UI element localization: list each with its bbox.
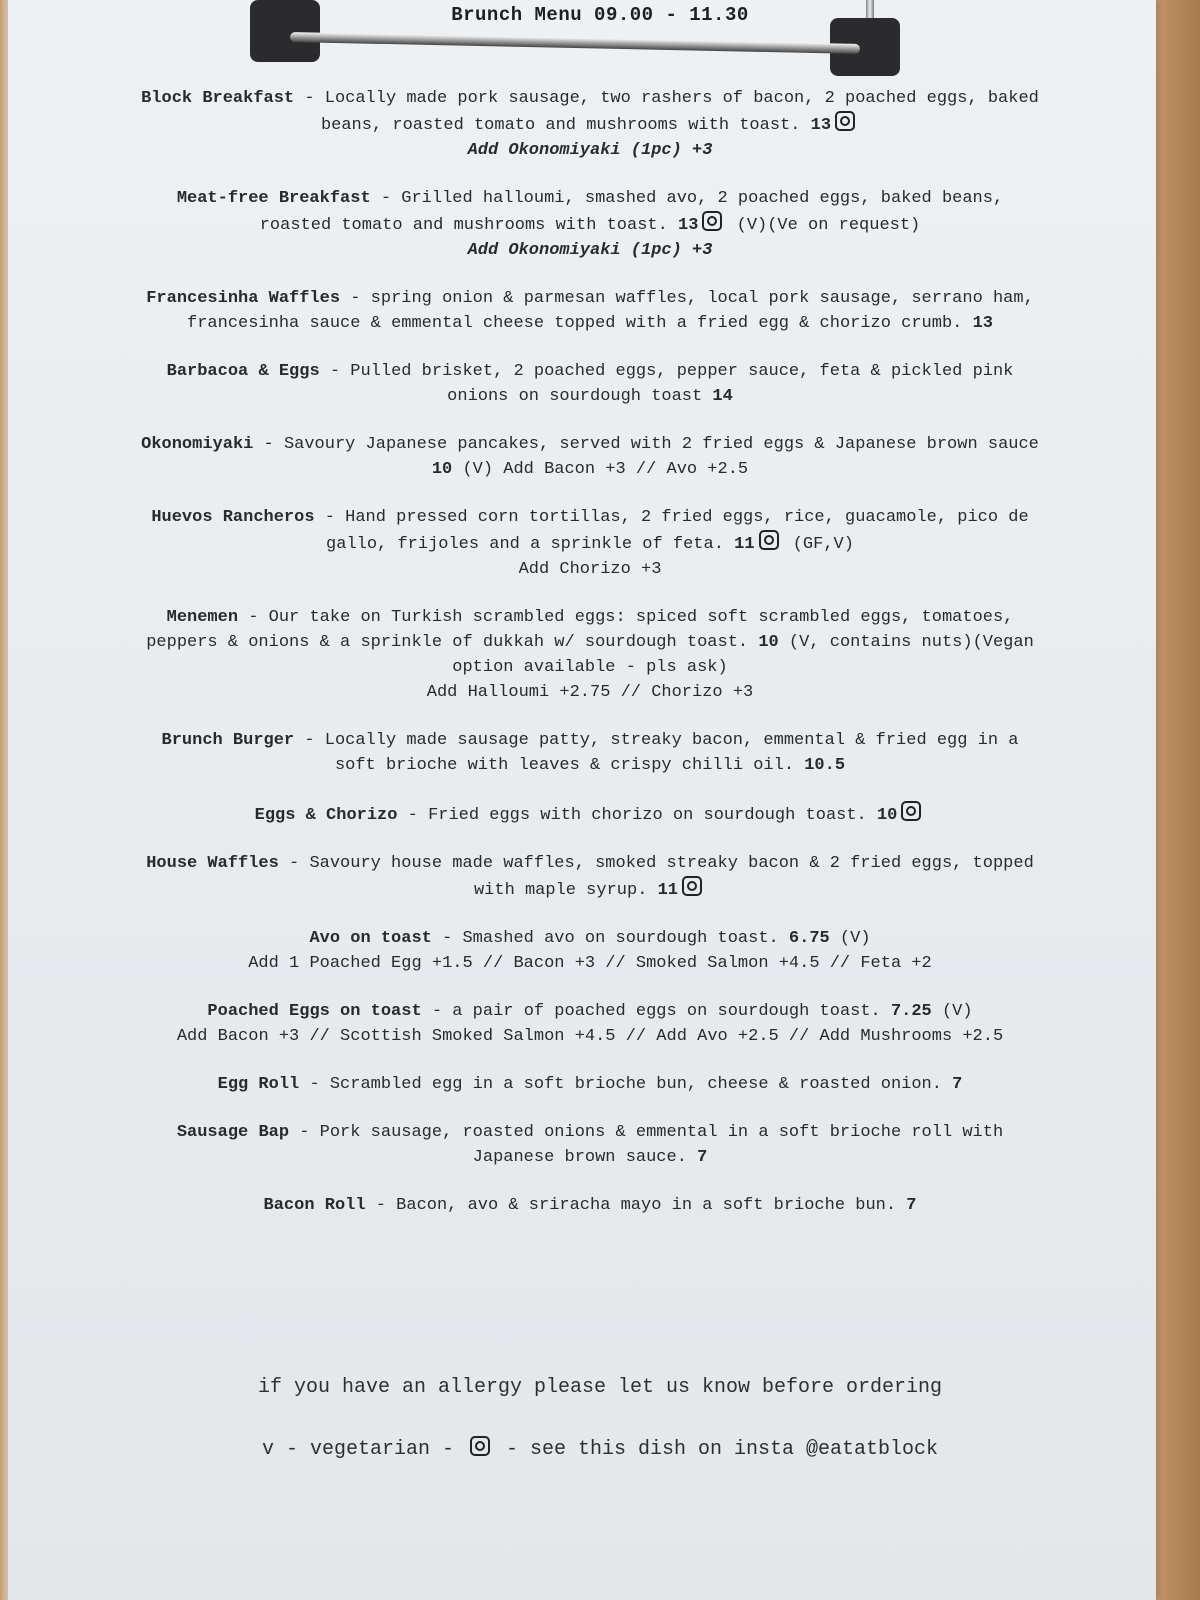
item-price: 10 xyxy=(876,806,898,825)
menu-item xyxy=(140,286,1040,336)
item-desc: - a pair of poached eggs on sourdough toast. xyxy=(421,1002,891,1021)
item-price: 13 xyxy=(972,314,993,333)
item-name: Egg Roll xyxy=(217,1075,300,1094)
item-name: Francesinha Waffles xyxy=(146,289,341,308)
item-notes: (V)(Ve on request) xyxy=(726,216,921,235)
item-notes: (V, contains nuts)(Vegan option available - pls ask) xyxy=(452,633,1034,677)
menu-item xyxy=(140,728,1040,778)
item-price: 13 xyxy=(810,116,832,135)
item-name: Okonomiyaki xyxy=(141,435,254,454)
menu-item xyxy=(140,1193,1040,1218)
item-notes: (V) Add Bacon +3 // Avo +2.5 xyxy=(452,460,749,479)
item-name: Bacon Roll xyxy=(263,1196,366,1215)
menu-item xyxy=(140,999,1040,1049)
item-price: 10.5 xyxy=(804,756,846,775)
item-desc: - Fried eggs with chorizo on sourdough toast. xyxy=(397,806,877,825)
item-desc: - Our take on Turkish scrambled eggs: spiced soft scrambled eggs, tomatoes, peppers & onions & a sprinkle of dukkah w/ sourdough toast. xyxy=(146,608,1014,652)
item-desc: - Savoury house made waffles, smoked streaky bacon & 2 fried eggs, topped with maple syrup. xyxy=(278,854,1034,900)
menu-item xyxy=(140,926,1040,976)
menu-item xyxy=(140,359,1040,409)
instagram-icon xyxy=(901,801,921,821)
item-desc: - Pork sausage, roasted onions & emmental in a soft brioche roll with Japanese brown sauce. xyxy=(289,1123,1004,1167)
instagram-icon xyxy=(702,211,722,231)
item-price: 7 xyxy=(697,1148,708,1167)
item-name: Poached Eggs on toast xyxy=(207,1002,422,1021)
menu-item xyxy=(140,86,1040,163)
legend-vegetarian: v - vegetarian - xyxy=(261,1438,466,1461)
instagram-icon xyxy=(470,1436,490,1456)
menu-item xyxy=(140,186,1040,263)
item-price: 14 xyxy=(712,387,733,406)
legend-instagram: - see this dish on insta @eatatblock xyxy=(493,1438,939,1461)
item-price: 10 xyxy=(758,633,779,652)
menu-item xyxy=(140,1120,1040,1170)
legend xyxy=(0,1436,1200,1461)
item-notes: (V) xyxy=(829,929,871,948)
item-name: Block Breakfast xyxy=(141,89,295,108)
menu-item xyxy=(140,801,1040,828)
item-price: 7.25 xyxy=(890,1002,932,1021)
item-price: 13 xyxy=(678,216,699,235)
item-desc: - Locally made pork sausage, two rashers of bacon, 2 poached eggs, baked beans, roasted tomato and mushrooms with toast. xyxy=(294,89,1039,135)
item-price: 10 xyxy=(431,460,453,479)
item-desc: - Bacon, avo & sriracha mayo in a soft brioche bun. xyxy=(365,1196,907,1215)
menu-items xyxy=(140,86,1040,1241)
item-price: 11 xyxy=(657,881,679,900)
item-desc: - Smashed avo on sourdough toast. xyxy=(431,929,789,948)
item-addon: Add Okonomiyaki (1pc) +3 xyxy=(467,141,713,160)
menu-item xyxy=(140,1072,1040,1097)
item-addon: Add Okonomiyaki (1pc) +3 xyxy=(467,241,713,260)
item-desc: - Savoury Japanese pancakes, served with 2 fried eggs & Japanese brown sauce xyxy=(253,435,1039,454)
instagram-icon xyxy=(759,530,779,550)
item-desc: - spring onion & parmesan waffles, local pork sausage, serrano ham, francesinha sauce & emmental cheese topped with a fried egg & chorizo crumb. xyxy=(187,289,1034,333)
menu-item xyxy=(140,432,1040,482)
item-name: Brunch Burger xyxy=(161,731,295,750)
item-name: House Waffles xyxy=(146,854,279,873)
item-name: Avo on toast xyxy=(309,929,432,948)
item-addon: Add Chorizo +3 xyxy=(518,560,662,579)
item-price: 7 xyxy=(952,1075,963,1094)
item-notes: (V) xyxy=(931,1002,973,1021)
item-name: Menemen xyxy=(166,608,239,627)
item-notes: (GF,V) xyxy=(782,535,854,554)
item-price: 11 xyxy=(734,535,755,554)
item-addon: Add 1 Poached Egg +1.5 // Bacon +3 // Smoked Salmon +4.5 // Feta +2 xyxy=(248,954,932,973)
item-name: Eggs & Chorizo xyxy=(254,806,398,825)
menu-item xyxy=(140,851,1040,903)
instagram-icon xyxy=(682,876,702,896)
item-name: Barbacoa & Eggs xyxy=(166,362,320,381)
item-name: Meat-free Breakfast xyxy=(176,189,371,208)
allergy-note: if you have an allergy please let us know before ordering xyxy=(257,1376,943,1399)
menu-item xyxy=(140,505,1040,582)
item-name: Huevos Rancheros xyxy=(151,508,315,527)
clip-bar xyxy=(290,32,860,54)
item-addon: Add Bacon +3 // Scottish Smoked Salmon +4.5 // Add Avo +2.5 // Add Mushrooms +2.5 xyxy=(176,1027,1004,1046)
item-desc: - Grilled halloumi, smashed avo, 2 poached eggs, baked beans, roasted tomato and mushrooms with toast. xyxy=(259,189,1004,235)
menu-item xyxy=(140,605,1040,705)
instagram-icon xyxy=(835,111,855,131)
item-addon: Add Halloumi +2.75 // Chorizo +3 xyxy=(426,683,754,702)
item-price: 7 xyxy=(906,1196,917,1215)
item-desc: - Hand pressed corn tortillas, 2 fried eggs, rice, guacamole, pico de gallo, frijoles and a sprinkle of feta. xyxy=(314,508,1029,554)
menu-title: Brunch Menu 09.00 - 11.30 xyxy=(451,4,749,26)
table-surface-left xyxy=(0,0,8,1600)
item-desc: - Scrambled egg in a soft brioche bun, cheese & roasted onion. xyxy=(299,1075,953,1094)
item-desc: - Locally made sausage patty, streaky bacon, emmental & fried egg in a soft brioche with leaves & crispy chilli oil. xyxy=(294,731,1019,775)
item-desc: - Pulled brisket, 2 poached eggs, pepper sauce, feta & pickled pink onions on sourdough toast xyxy=(319,362,1014,406)
item-name: Sausage Bap xyxy=(176,1123,290,1142)
item-price: 6.75 xyxy=(788,929,830,948)
